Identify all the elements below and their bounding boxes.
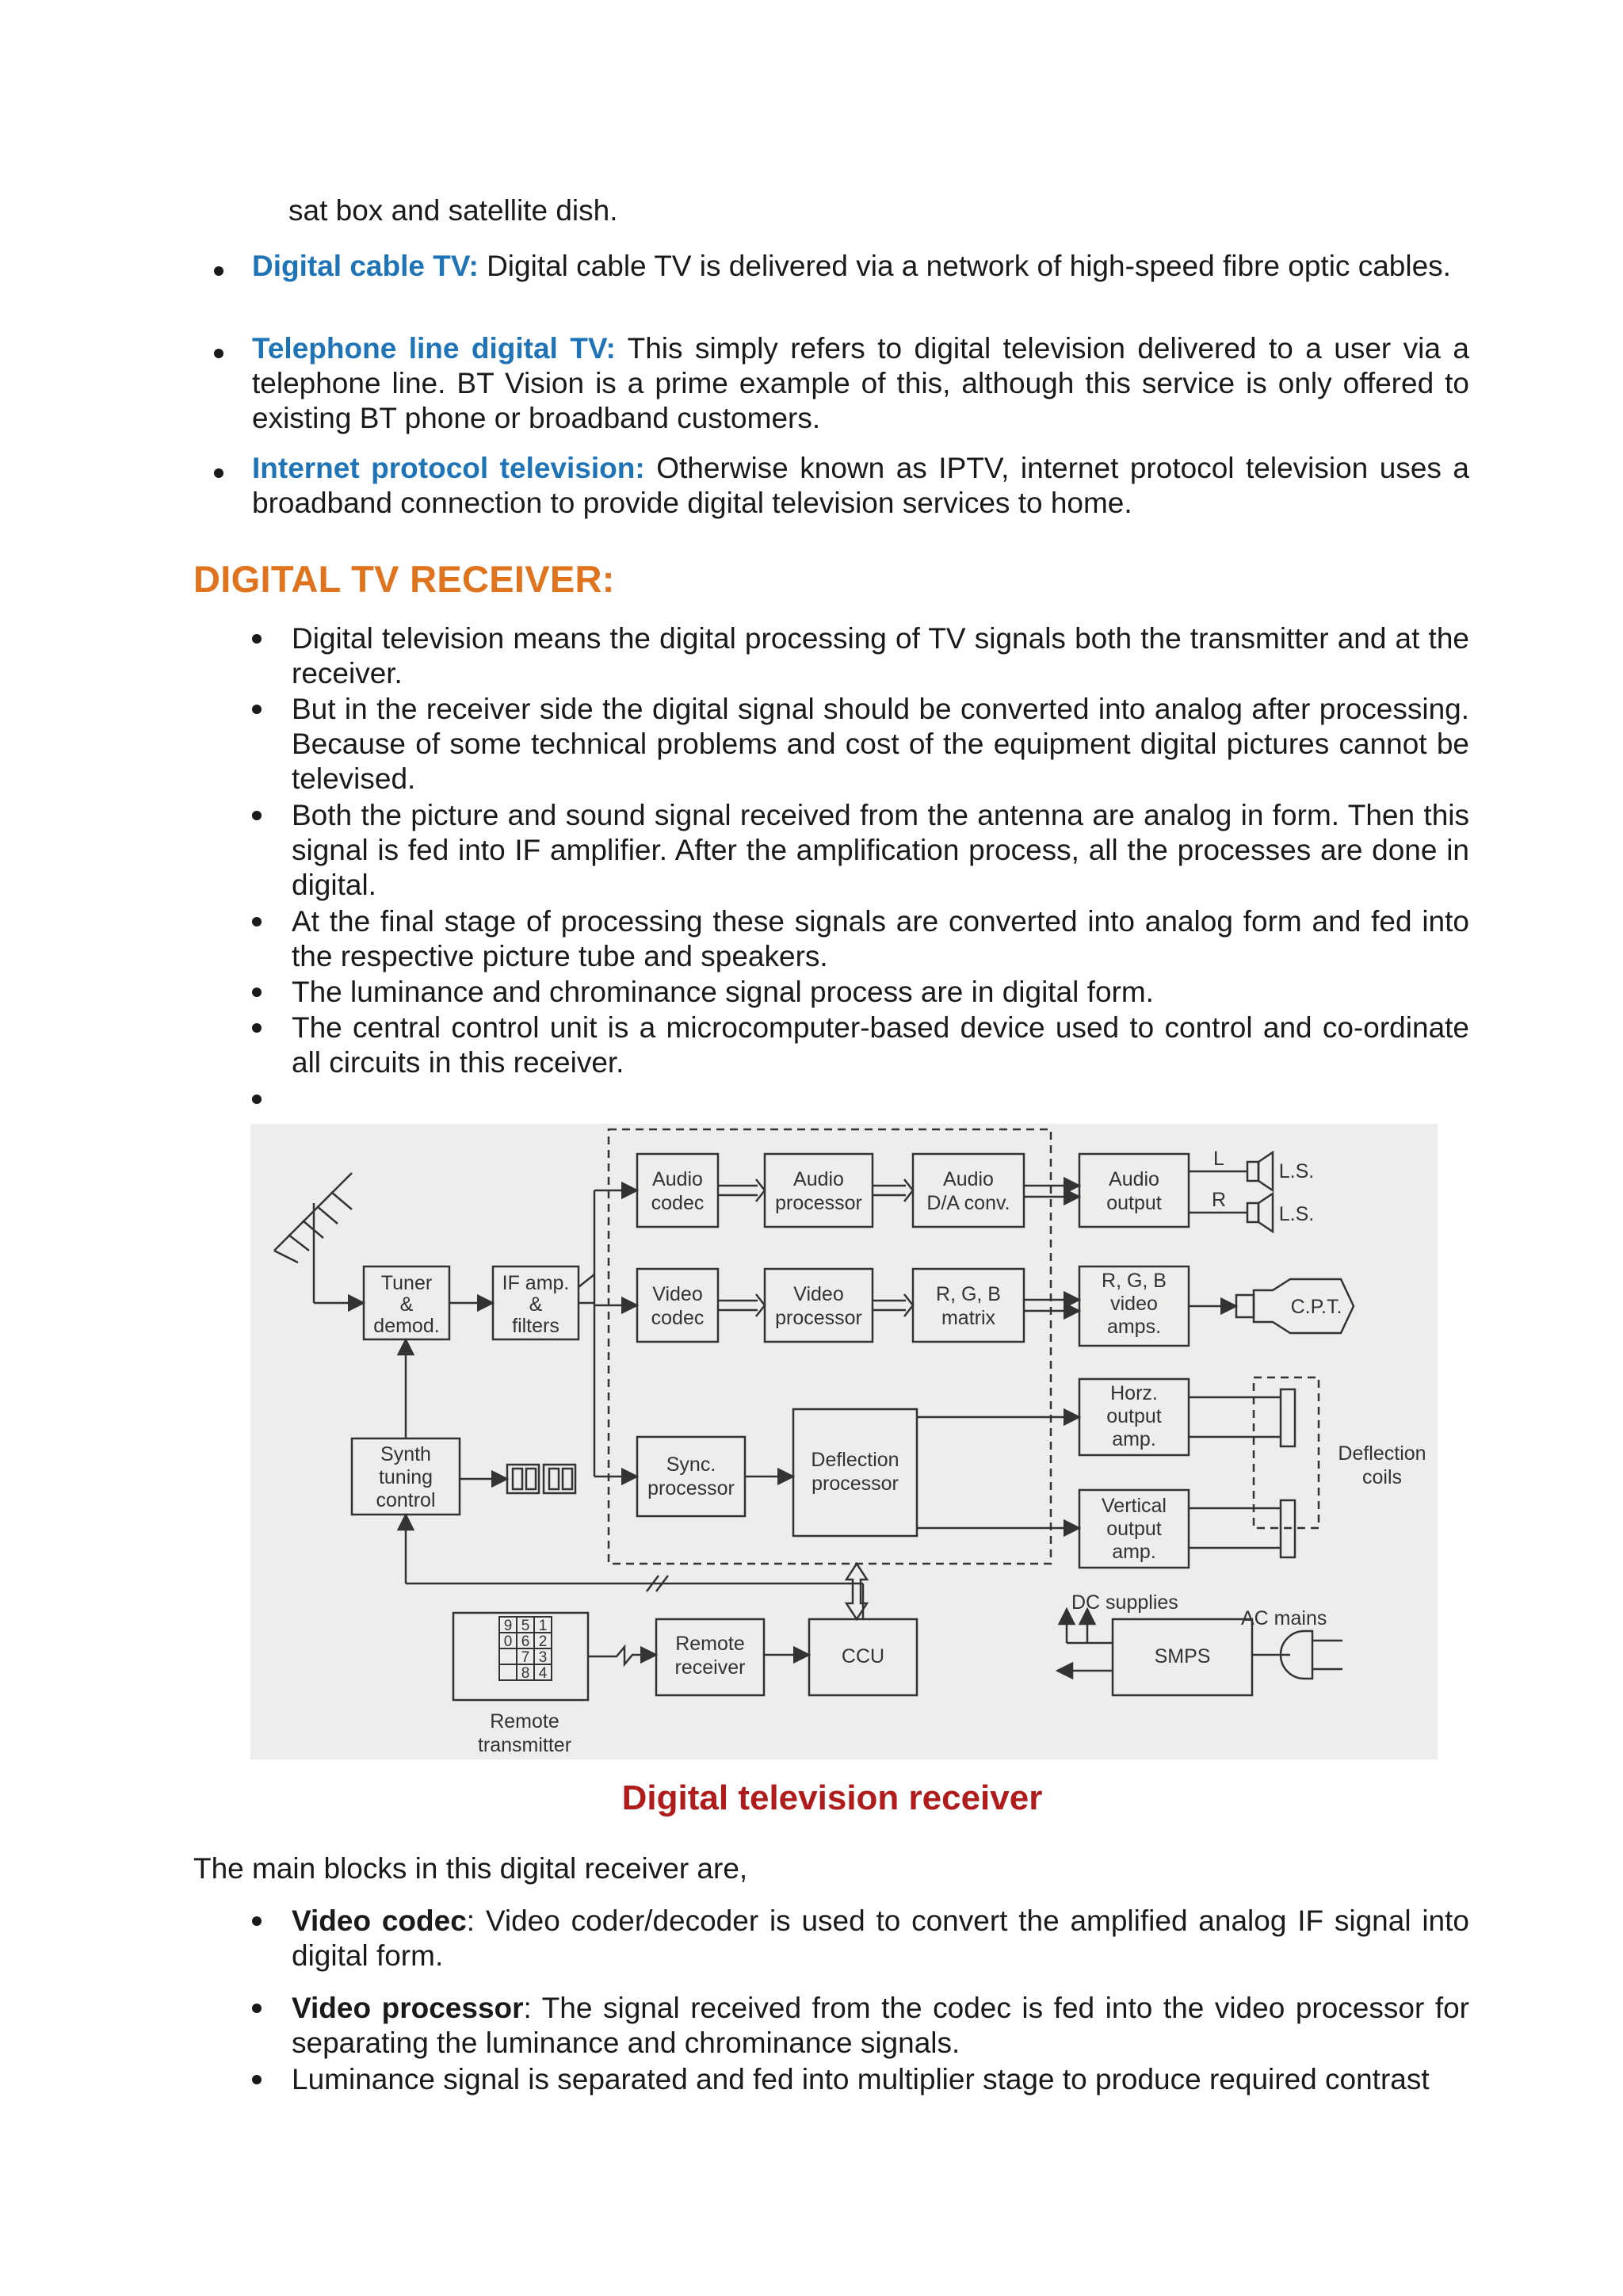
label-r: R <box>1211 1189 1227 1211</box>
list-item-term: Internet protocol television: <box>252 452 645 484</box>
smps-label: SMPS <box>1154 1645 1211 1668</box>
ls-label-top: L.S. <box>1278 1160 1315 1182</box>
bullet-dot <box>252 2075 262 2084</box>
video-processor-label-2: processor <box>775 1307 862 1329</box>
ccu-label: CCU <box>841 1645 885 1668</box>
audio-output-label-2: output <box>1106 1192 1162 1214</box>
list-item-text: : Video coder/decoder is used to convert the amplified analog IF signal into digital form. <box>292 1904 1469 1972</box>
synth-label-2: tuning <box>378 1466 433 1488</box>
video-processor-label-1: Video <box>793 1283 844 1305</box>
list-item-term: Video processor <box>292 1992 524 2024</box>
audio-output-label-1: Audio <box>1109 1168 1159 1190</box>
bullet-dot <box>252 917 262 926</box>
horz-label-1: Horz. <box>1110 1382 1158 1404</box>
list-item <box>292 2062 1480 2097</box>
bullet-dot <box>214 266 223 276</box>
rgb-amps-label-2: video <box>1110 1293 1158 1315</box>
list-item: The luminance and chrominance signal process are in digital form. <box>292 976 1154 1008</box>
deflection-coils-frame <box>1254 1377 1319 1528</box>
keypad-key: 4 <box>538 1665 548 1682</box>
audio-processor-block <box>765 1154 873 1227</box>
audio-da-label-2: D/A conv. <box>926 1192 1010 1214</box>
sync-label-1: Sync. <box>666 1454 716 1476</box>
synth-label-3: control <box>376 1489 436 1511</box>
if-amp-label-2: & <box>529 1293 543 1316</box>
bullet-dot <box>252 2004 262 2013</box>
list-item <box>252 331 1469 436</box>
vert-label-1: Vertical <box>1102 1495 1167 1517</box>
cpt-icon <box>1236 1295 1254 1317</box>
remote-transmitter-label-2: transmitter <box>477 1734 572 1756</box>
remote-transmitter-label-1: Remote <box>490 1710 559 1733</box>
synth-label-1: Synth <box>380 1443 431 1465</box>
bullet-dot <box>214 349 223 358</box>
audio-da-block <box>913 1154 1024 1227</box>
keypad-key: 2 <box>538 1633 548 1650</box>
list-item <box>252 451 1469 521</box>
remote-receiver-label-1: Remote <box>675 1633 745 1655</box>
tuner-label-1: Tuner <box>380 1272 433 1294</box>
audio-codec-label-2: codec <box>651 1192 705 1214</box>
list-item: At the final stage of processing these signals are converted into analog form and fed into the respective picture tube and speakers. <box>292 905 1469 972</box>
bullet-dot <box>252 1023 262 1033</box>
deflection-processor-label-1: Deflection <box>811 1449 899 1471</box>
ac-mains-label: AC mains <box>1241 1607 1327 1629</box>
bullet-dot <box>214 468 223 478</box>
tuner-label-3: demod. <box>373 1315 440 1337</box>
audio-da-label-1: Audio <box>943 1168 994 1190</box>
block-diagram <box>250 1124 1438 1759</box>
audio-processor-label-2: processor <box>775 1192 862 1214</box>
list-item-text: Luminance signal is separated and fed into multiplier stage to produce required contrast <box>292 2063 1430 2095</box>
horz-label-2: output <box>1106 1405 1162 1427</box>
list-item: The central control unit is a microcomputer-based device used to control and co-ordinate all circuits in this receiver. <box>292 1011 1469 1079</box>
intro-line: sat box and satellite dish. <box>288 194 618 227</box>
list-item: But in the receiver side the digital signal should be converted into analog after processing. Because of some technical problems and cost of the equipment digital pictures cannot be televised. <box>292 693 1469 795</box>
label-l: L <box>1213 1148 1224 1170</box>
audio-codec-block <box>637 1154 718 1227</box>
keypad-key: 5 <box>521 1618 530 1634</box>
video-codec-label-2: codec <box>651 1307 705 1329</box>
if-amp-label-1: IF amp. <box>502 1272 570 1294</box>
rgb-amps-label-3: amps. <box>1106 1316 1162 1338</box>
keypad-key: 8 <box>521 1665 530 1682</box>
list-item-term: Digital cable TV: <box>252 250 479 282</box>
keypad-key: 7 <box>521 1649 530 1666</box>
audio-output-block <box>1079 1154 1189 1227</box>
if-amp-label-3: filters <box>512 1315 559 1337</box>
bullet-dot <box>252 634 262 644</box>
keypad-key: 9 <box>503 1618 513 1634</box>
bullet-dot <box>252 988 262 997</box>
section-heading: DIGITAL TV RECEIVER: <box>193 558 615 600</box>
list-item <box>292 1991 1469 2061</box>
audio-processor-label-1: Audio <box>793 1168 844 1190</box>
deflection-coils-label-1: Deflection <box>1338 1442 1426 1465</box>
bullet-dot <box>252 705 262 714</box>
blocks-intro: The main blocks in this digital receiver are, <box>193 1852 748 1885</box>
speaker-l-icon <box>1247 1162 1258 1181</box>
deflection-coils-label-2: coils <box>1361 1466 1403 1488</box>
bullet-dot <box>252 811 262 820</box>
video-codec-label-1: Video <box>652 1283 703 1305</box>
keypad-key: 1 <box>538 1618 548 1634</box>
list-item <box>252 249 1469 284</box>
keypad-key: 3 <box>538 1649 548 1666</box>
list-item: Digital television means the digital processing of TV signals both the transmitter and at the receiver. <box>292 622 1469 690</box>
list-item-text: Otherwise known as IPTV, internet protocol television uses a broadband connection to provide digital television services to home. <box>252 452 1469 519</box>
figure-caption: Digital television receiver <box>621 1778 1043 1817</box>
sync-label-2: processor <box>647 1477 735 1499</box>
list-item-term: Video codec <box>292 1904 467 1937</box>
rgb-matrix-block <box>913 1269 1024 1342</box>
rgb-matrix-label-2: matrix <box>941 1307 996 1329</box>
audio-codec-label-1: Audio <box>652 1168 703 1190</box>
list-item: Both the picture and sound signal received from the antenna are analog in form. Then this signal is fed into IF amplifier. After the amplification process, all the processes are done in digital. <box>292 799 1469 901</box>
horz-label-3: amp. <box>1112 1428 1156 1450</box>
list-item <box>292 1904 1469 1973</box>
bullet-dot <box>252 1095 262 1104</box>
video-processor-block <box>765 1269 873 1342</box>
rgb-matrix-label-1: R, G, B <box>936 1283 1001 1305</box>
keypad-key: 0 <box>503 1633 513 1650</box>
rgb-amps-label-1: R, G, B <box>1102 1270 1167 1292</box>
vert-label-2: output <box>1106 1518 1162 1540</box>
speaker-r-icon <box>1247 1203 1258 1222</box>
vert-label-3: amp. <box>1112 1541 1156 1563</box>
list-item-term: Telephone line digital TV: <box>252 332 616 365</box>
bullet-dot <box>252 1916 262 1926</box>
keypad-key: 6 <box>521 1633 530 1650</box>
deflection-processor-label-2: processor <box>812 1473 899 1495</box>
cpt-label: C.P.T. <box>1290 1296 1342 1318</box>
sync-processor-block <box>637 1437 745 1516</box>
ls-label-bottom: L.S. <box>1278 1203 1315 1225</box>
dc-supplies-label: DC supplies <box>1071 1591 1178 1614</box>
list-item-text: This simply refers to digital television delivered to a user via a telephone line. BT Vision is a prime example of this, although this service is only offered to existing BT phone or broadband customers. <box>252 332 1469 434</box>
video-codec-block <box>637 1269 718 1342</box>
list-item-text: Digital cable TV is delivered via a network of high-speed fibre optic cables. <box>478 250 1451 282</box>
tuner-label-2: & <box>399 1293 414 1316</box>
list-item-text: : The signal received from the codec is fed into the video processor for separating the luminance and chrominance signals. <box>292 1992 1469 2059</box>
remote-receiver-label-2: receiver <box>674 1656 746 1679</box>
